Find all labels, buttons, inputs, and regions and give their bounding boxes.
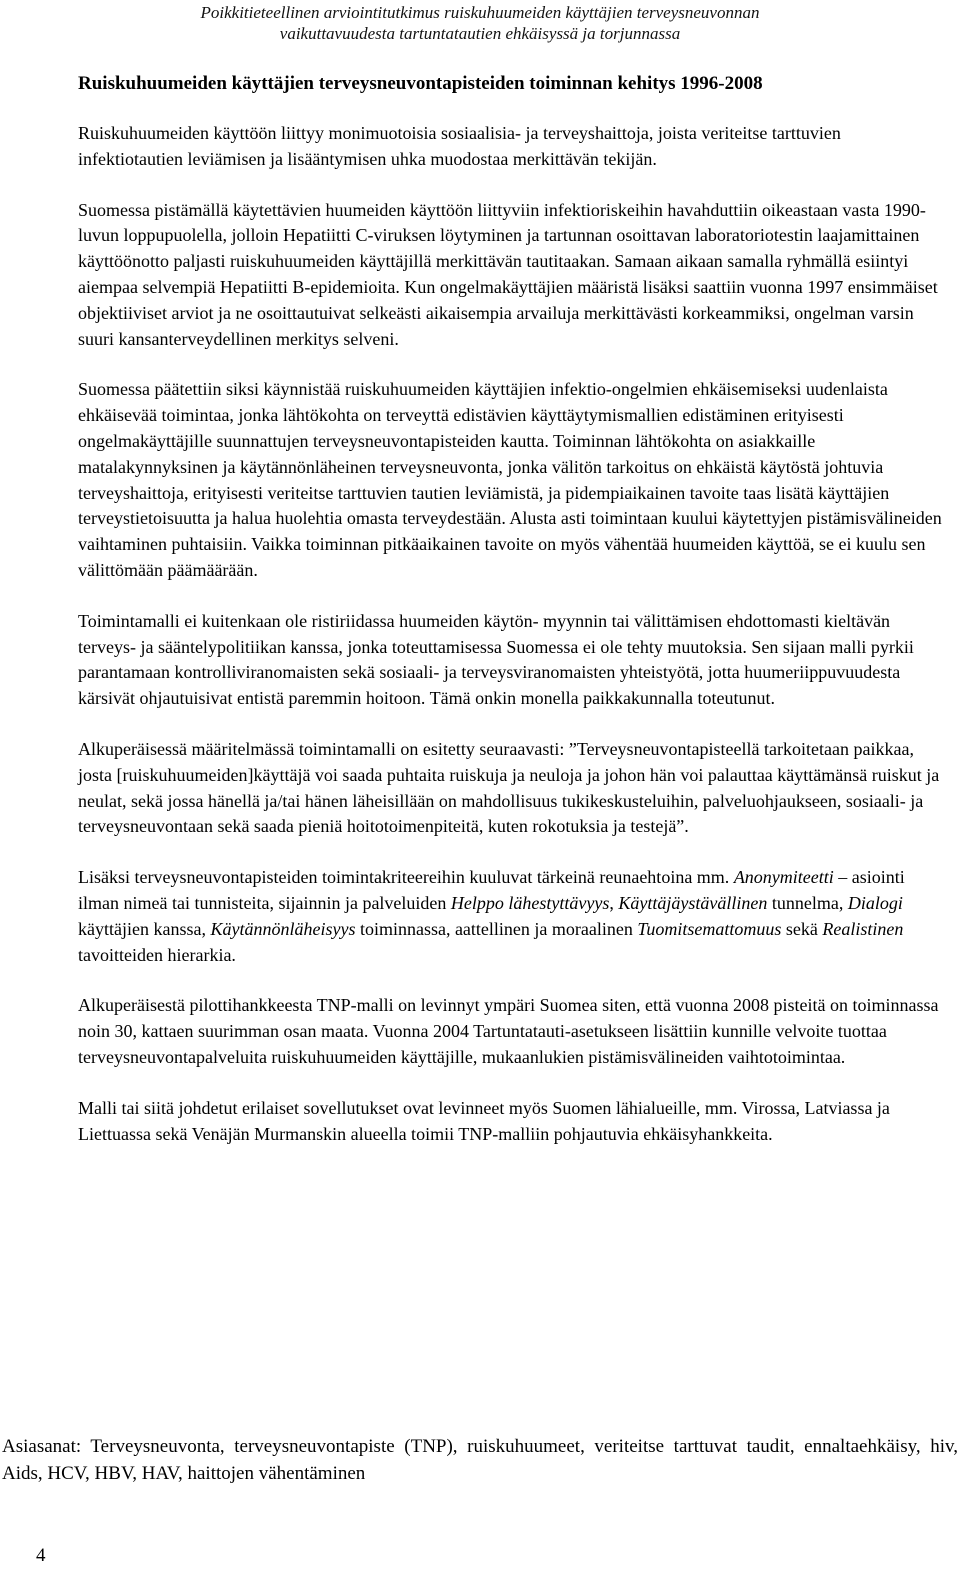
p6-text-8: tavoitteiden hierarkia. (78, 944, 236, 965)
paragraph-1: Ruiskuhuumeiden käyttöön liittyy monimuotoisia sosiaalisia- ja terveyshaittoja, joista veriteitse tarttuvien infektiotautien leviämisen ja lisääntymisen uhka muodostaa merkittävän tekijän. (78, 123, 841, 169)
keywords: Asiasanat: Terveysneuvonta, terveysneuvontapiste (TNP), ruiskuhuumeet, veriteitse tarttuvat taudit, ennaltaehkäisy, hiv, Aids, HCV, HBV, HAV, haittojen vähentäminen (2, 1436, 958, 1484)
paragraph-4: Toimintamalli ei kuitenkaan ole ristiriidassa huumeiden käytön- myynnin tai välittämisen ehdottomasti kieltävän terveys- ja sääntelypolitiikan kanssa, jonka toteuttamisessa Suomessa ei ole tehty muutoksia. Sen sijaan malli pyrkii parantamaan kontrolliviranomaisten sekä sosiaali- ja terveysviranomaisten yhteistyötä, jotta huumeriippuvuudesta kärsivät ohjautuisivat entistä paremmin hoitoon. Tämä onkin monella paikkakunnalla toteutunut. (78, 610, 914, 709)
p6-term-tuomitsemattomuus: Tuomitsemattomuus (637, 918, 782, 939)
paragraph-8: Malli tai siitä johdetut erilaiset sovellutukset ovat levinneet myös Suomen lähialueille, mm. Virossa, Latviassa ja Liettuassa sekä Venäjän Murmanskin alueella toimii TNP-malliin pohjautuvia ehkäisyhankkeita. (78, 1097, 890, 1144)
page-number: 4 (36, 1545, 46, 1566)
p6-text-5: käyttäjien kanssa, (78, 918, 211, 939)
paragraph-5: Alkuperäisessä määritelmässä toimintamalli on esitetty seuraavasti: ”Terveysneuvontapisteellä tarkoitetaan paikkaa, josta [ruiskuhuumeiden]käyttäjä voi saada puhtaita ruiskuja ja neuloja ja johon hän voi palauttaa käyttämänsä ruiskut ja neulat, sekä jossa hänellä ja/tai hänen läheisillään on mahdollisuus tukikeskusteluihin, palveluohjaukseen, sosiaali- ja terveysneuvontaan sekä saada pieniä hoitotoimenpiteitä, kuten rokotuksia ja testejä”. (78, 738, 940, 837)
p6-text-2: – asiointi ilman nimeä tai tunnisteita, sijainnin ja palveluiden (78, 867, 905, 913)
running-header-line-1: Poikkitieteellinen arviointitutkimus ruiskuhuumeiden käyttäjien terveysneuvonnan (200, 3, 760, 22)
p6-text-6: toiminnassa, aattellinen ja moraalinen (355, 918, 638, 939)
p6-text-1: Lisäksi terveysneuvontapisteiden toimintakriteereihin kuuluvat tärkeinä reunaehtoina mm. (78, 867, 734, 888)
p6-text-7: sekä (781, 918, 823, 939)
document-body (78, 72, 950, 1172)
running-header (0, 2, 960, 44)
paragraph-2: Suomessa pistämällä käytettävien huumeiden käyttöön liittyviin infektioriskeihin havahduttiin oikeastaan vasta 1990-luvun loppupuolella, jolloin Hepatiitti C-viruksen löytyminen ja tartunnan osoittavan laboratoriotestin laajamittainen käyttöönotto paljasti ruiskuhuumeiden käyttäjillä merkittävän tautitaakan. Samaan aikaan samalla ryhmällä esiintyi aiempaa selvempiä Hepatiitti B-epidemioita. Kun ongelmakäyttäjien määristä lisäksi saattiin vuonna 1997 ensimmäiset objektiiviset arviot ja ne osoittautuivat selkeästi aikaisempia arvailuja merkittävästi korkeammiksi, ongelman varsin suuri kansanterveydellinen merkitys selveni. (78, 199, 938, 349)
paragraph-7: Alkuperäisestä pilottihankkeesta TNP-malli on levinnyt ympäri Suomea siten, että vuonna 2008 pisteitä on toiminnassa noin 30, kattaen suurimman osan maata. Vuonna 2004 Tartuntatauti-asetukseen lisättiin kunnille velvoite tuottaa terveysneuvontapalveluita ruiskuhuumeiden käyttäjille, mukaanlukien pistämisvälineiden vaihtotoimintaa. (78, 995, 939, 1067)
p6-term-kayttajaystavallinen: Käyttäjäystävällinen (618, 892, 768, 913)
paragraph-3: Suomessa päätettiin siksi käynnistää ruiskuhuumeiden käyttäjien infektio-ongelmien ehkäisemiseksi uudenlaista ehkäisevää toimintaa, jonka lähtökohta on terveyttä edistävien käyttäytymismallien edistäminen erityisesti ongelmakäyttäjille suunnattujen terveysneuvontapisteiden kautta. Toiminnan lähtökohta on asiakkaille matalakynnyksinen ja käytännönläheinen terveysneuvonta, jonka välitön tarkoitus on ehkäistä käytöstä johtuvia terveyshaittoja, erityisesti veriteitse tarttuvien tautien leviämistä, ja pidempiaikainen tavoite taas lisätä käyttäjien terveystietoisuutta ja halua huolehtia omasta terveydestään. Alusta asti toimintaan kuului käytettyjen pistämisvälineiden vaihtaminen puhtaisiin. Vaikka toiminnan pitkäaikainen tavoite on myös vähentää huumeiden käyttöä, se ei kuulu sen välittömään päämäärään. (78, 379, 942, 580)
section-title: Ruiskuhuumeiden käyttäjien terveysneuvontapisteiden toiminnan kehitys 1996-2008 (78, 73, 763, 94)
paragraph-6 (78, 865, 950, 968)
p6-term-dialogi: Dialogi (847, 892, 903, 913)
p6-text-4: tunnelma, (767, 892, 848, 913)
running-header-line-2: vaikuttavuudesta tartuntatautien ehkäisyssä ja torjunnassa (279, 24, 681, 43)
p6-term-kaytannonlaheisyys: Käytännönläheisyys (210, 918, 356, 939)
p6-text-3: , (609, 892, 619, 913)
p6-term-anonymiteetti: Anonymiteetti (733, 867, 834, 888)
p6-term-helppo: Helppo lähestyttävyys (450, 892, 610, 913)
p6-term-realistinen: Realistinen (822, 918, 904, 939)
